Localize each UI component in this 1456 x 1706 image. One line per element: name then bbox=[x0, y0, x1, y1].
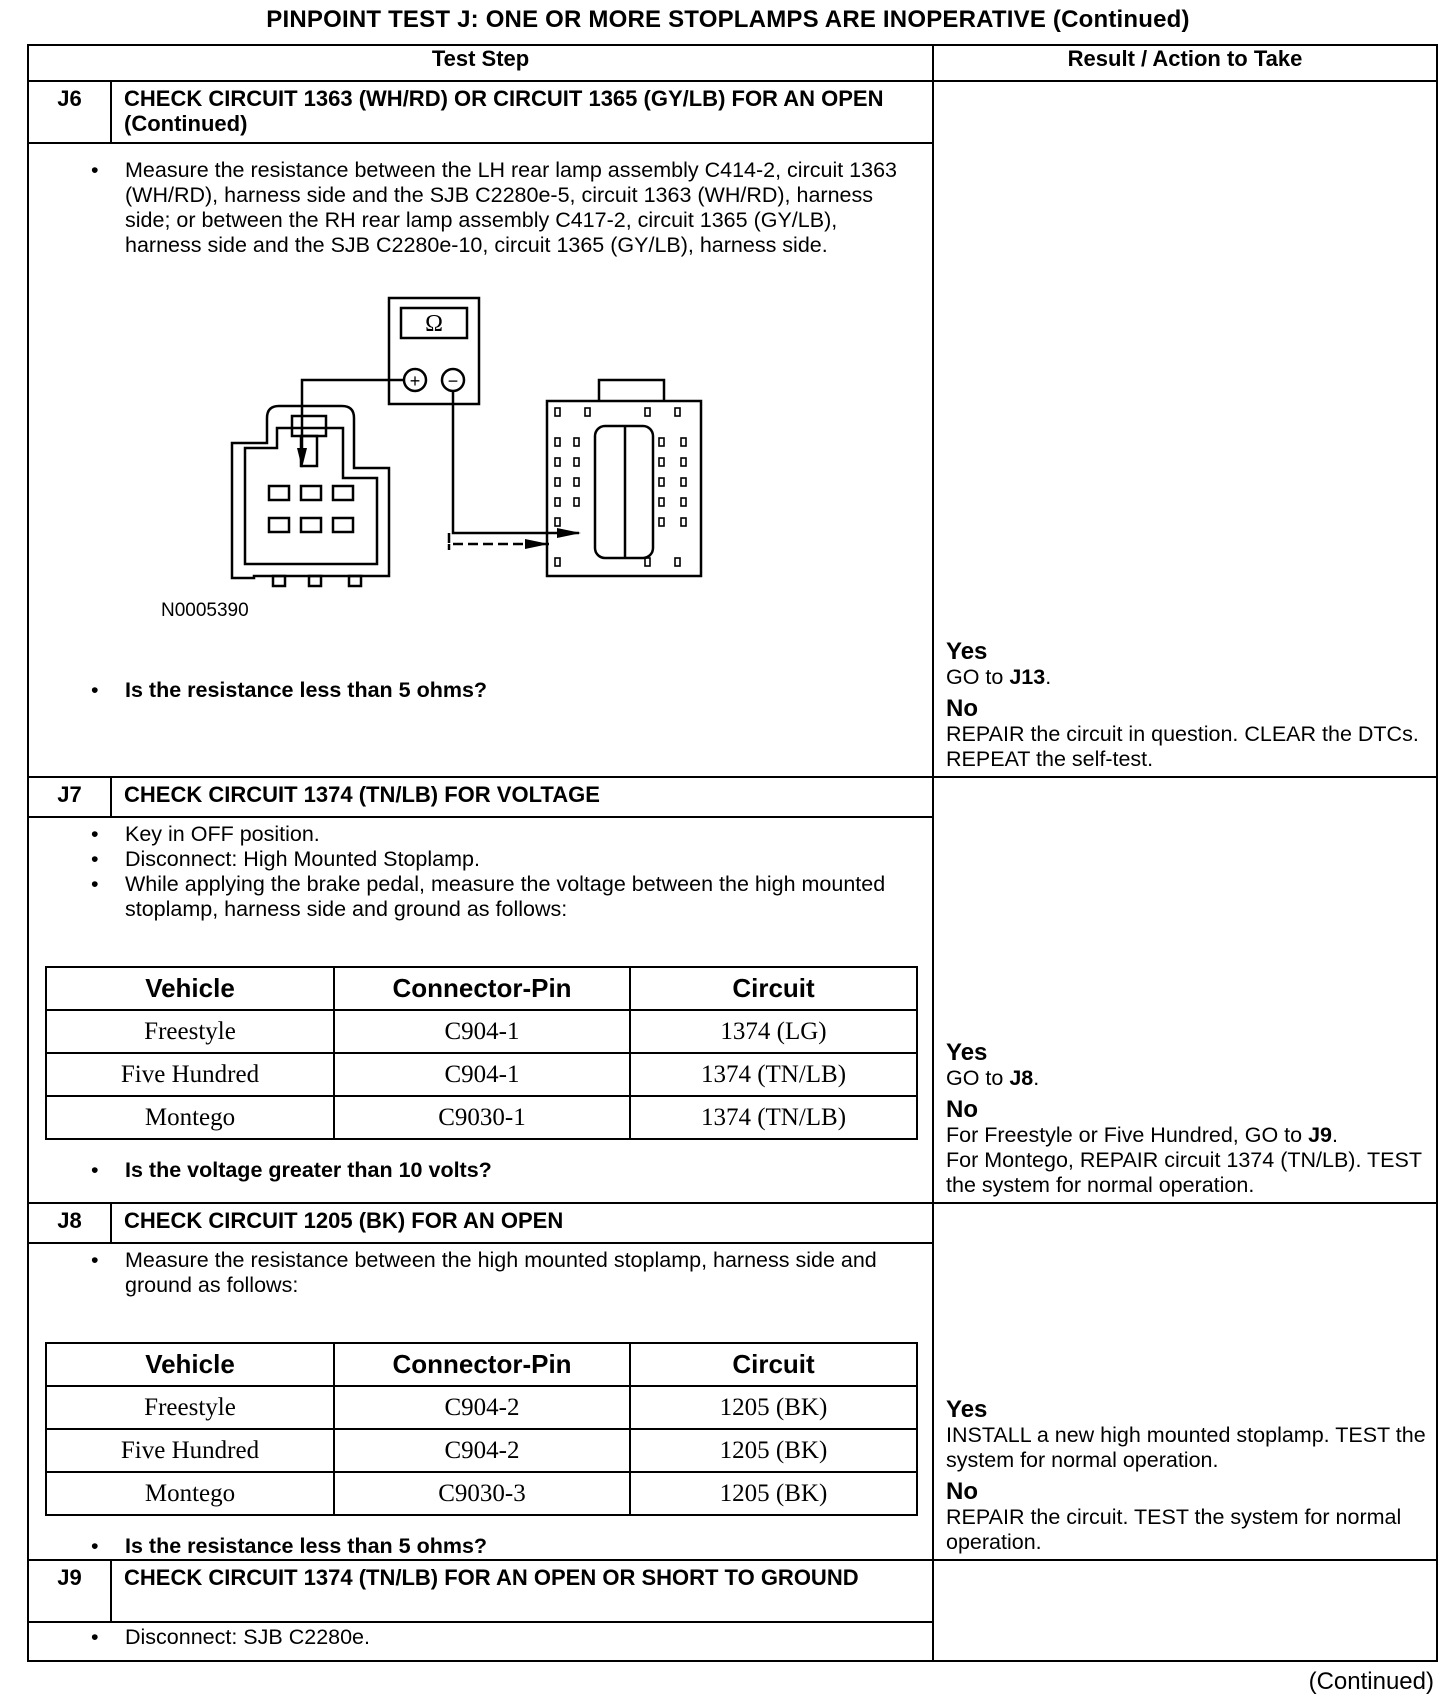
cell-vehicle: Five Hundred bbox=[46, 1429, 334, 1472]
step-title: CHECK CIRCUIT 1374 (TN/LB) FOR VOLTAGE bbox=[111, 777, 933, 817]
table-row bbox=[46, 1386, 917, 1429]
cell-circuit: 1205 (BK) bbox=[630, 1386, 917, 1429]
no-label: No bbox=[946, 1478, 979, 1505]
step-j9-result bbox=[933, 1560, 1437, 1661]
cell-connector-pin: C904-2 bbox=[334, 1386, 630, 1429]
step-j6-header bbox=[28, 81, 1437, 143]
step-id: J7 bbox=[28, 777, 111, 817]
table-header-row bbox=[28, 45, 1437, 81]
cell-connector-pin: C904-1 bbox=[334, 1053, 630, 1096]
step-title: CHECK CIRCUIT 1363 (WH/RD) OR CIRCUIT 1365 (GY/LB) FOR AN OPEN (Continued) bbox=[111, 81, 933, 143]
voltage-table bbox=[45, 966, 918, 1140]
step-title: CHECK CIRCUIT 1374 (TN/LB) FOR AN OPEN OR SHORT TO GROUND bbox=[111, 1560, 933, 1622]
figure-id: N0005390 bbox=[161, 600, 249, 621]
bullet-item: • Measure the resistance between the LH rear lamp assembly C414-2, circuit 1363 (WH/RD), harness side and the SJB C2280e-5, circuit 1363 (WH/RD), harness side; or between the RH rear lamp assembly C417-2, circuit 1365 (GY/LB), harness side and the SJB C2280e-10, circuit 1365 (GY/LB), harness side. bbox=[125, 158, 912, 258]
yes-label: Yes bbox=[946, 638, 988, 665]
step-j8-result bbox=[933, 1203, 1437, 1560]
step-j7-result bbox=[933, 777, 1437, 1203]
bullet-item: • Disconnect: High Mounted Stoplamp. bbox=[125, 847, 912, 872]
minus-symbol: − bbox=[447, 371, 459, 391]
column-header-test-step: Test Step bbox=[28, 45, 933, 81]
step-j9-header bbox=[28, 1560, 1437, 1622]
bullet-item: • Measure the resistance between the high mounted stoplamp, harness side and ground as follows: bbox=[125, 1248, 912, 1298]
step-j8-question bbox=[29, 1534, 932, 1559]
cell-vehicle: Montego bbox=[46, 1472, 334, 1515]
cell-circuit: 1374 (LG) bbox=[630, 1010, 917, 1053]
column-header-connector-pin: Connector-Pin bbox=[334, 1343, 630, 1386]
bullet-item: • Disconnect: SJB C2280e. bbox=[125, 1625, 912, 1650]
resistance-table bbox=[45, 1342, 918, 1516]
column-header-connector-pin: Connector-Pin bbox=[334, 967, 630, 1010]
cell-circuit: 1205 (BK) bbox=[630, 1429, 917, 1472]
no-action-montego: For Montego, REPAIR circuit 1374 (TN/LB). TEST the system for normal operation. bbox=[946, 1148, 1422, 1197]
step-id: J9 bbox=[28, 1560, 111, 1622]
column-header-circuit: Circuit bbox=[630, 1343, 917, 1386]
table-row bbox=[46, 1010, 917, 1053]
no-action: REPAIR the circuit in question. CLEAR the DTCs. REPEAT the self-test. bbox=[946, 722, 1419, 771]
lamp-connector-icon bbox=[232, 406, 389, 578]
step-j6-bullets bbox=[29, 144, 932, 258]
cell-circuit: 1205 (BK) bbox=[630, 1472, 917, 1515]
cell-connector-pin: C904-2 bbox=[334, 1429, 630, 1472]
step-j8-bullets bbox=[29, 1244, 932, 1298]
column-header-result: Result / Action to Take bbox=[933, 45, 1437, 81]
no-label: No bbox=[946, 695, 979, 722]
cell-circuit: 1374 (TN/LB) bbox=[630, 1053, 917, 1096]
step-j7-body-cell bbox=[28, 817, 933, 1203]
cell-connector-pin: C9030-3 bbox=[334, 1472, 630, 1515]
bullet-item: • While applying the brake pedal, measure the voltage between the high mounted stoplamp, harness side and ground as follows: bbox=[125, 872, 912, 922]
table-row bbox=[46, 1053, 917, 1096]
pinpoint-test-table bbox=[27, 44, 1438, 1662]
table-row bbox=[46, 1096, 917, 1139]
cell-vehicle: Freestyle bbox=[46, 1386, 334, 1429]
question-text: • Is the voltage greater than 10 volts? bbox=[125, 1158, 912, 1183]
step-j8-header bbox=[28, 1203, 1437, 1243]
column-header-circuit: Circuit bbox=[630, 967, 917, 1010]
continued-footer: (Continued) bbox=[1308, 1668, 1434, 1695]
question-text: • Is the resistance less than 5 ohms? bbox=[125, 1534, 912, 1559]
yes-action: GO to J8. bbox=[946, 1066, 1040, 1090]
cell-vehicle: Freestyle bbox=[46, 1010, 334, 1053]
step-j7-question bbox=[29, 1158, 932, 1183]
step-j6-result bbox=[933, 81, 1437, 777]
step-j7-header bbox=[28, 777, 1437, 817]
step-j8-body-cell bbox=[28, 1243, 933, 1560]
no-action: For Freestyle or Five Hundred, GO to J9. bbox=[946, 1123, 1338, 1147]
bullet-item: • Key in OFF position. bbox=[125, 822, 912, 847]
yes-label: Yes bbox=[946, 1039, 988, 1066]
step-id: J6 bbox=[28, 81, 111, 143]
step-id: J8 bbox=[28, 1203, 111, 1243]
cell-connector-pin: C9030-1 bbox=[334, 1096, 630, 1139]
yes-action: INSTALL a new high mounted stoplamp. TEST the system for normal operation. bbox=[946, 1423, 1426, 1472]
step-j9-bullets bbox=[29, 1623, 932, 1650]
step-j6-body-cell bbox=[28, 143, 933, 777]
step-j9-body-cell bbox=[28, 1622, 933, 1661]
plus-symbol: + bbox=[409, 371, 421, 391]
table-row bbox=[46, 1429, 917, 1472]
step-j7-bullets bbox=[29, 818, 932, 922]
column-header-vehicle: Vehicle bbox=[46, 967, 334, 1010]
ohm-symbol: Ω bbox=[425, 311, 443, 337]
ohmmeter-diagram bbox=[29, 258, 932, 678]
step-title: CHECK CIRCUIT 1205 (BK) FOR AN OPEN bbox=[111, 1203, 933, 1243]
question-text: • Is the resistance less than 5 ohms? bbox=[125, 678, 912, 703]
cell-vehicle: Montego bbox=[46, 1096, 334, 1139]
step-j6-question bbox=[29, 678, 932, 703]
page-title: PINPOINT TEST J: ONE OR MORE STOPLAMPS ARE INOPERATIVE (Continued) bbox=[266, 6, 1190, 33]
yes-label: Yes bbox=[946, 1396, 988, 1423]
cell-vehicle: Five Hundred bbox=[46, 1053, 334, 1096]
no-label: No bbox=[946, 1096, 979, 1123]
no-action: REPAIR the circuit. TEST the system for normal operation. bbox=[946, 1505, 1402, 1554]
table-row bbox=[46, 1472, 917, 1515]
cell-circuit: 1374 (TN/LB) bbox=[630, 1096, 917, 1139]
column-header-vehicle: Vehicle bbox=[46, 1343, 334, 1386]
yes-action: GO to J13. bbox=[946, 665, 1052, 689]
cell-connector-pin: C904-1 bbox=[334, 1010, 630, 1053]
